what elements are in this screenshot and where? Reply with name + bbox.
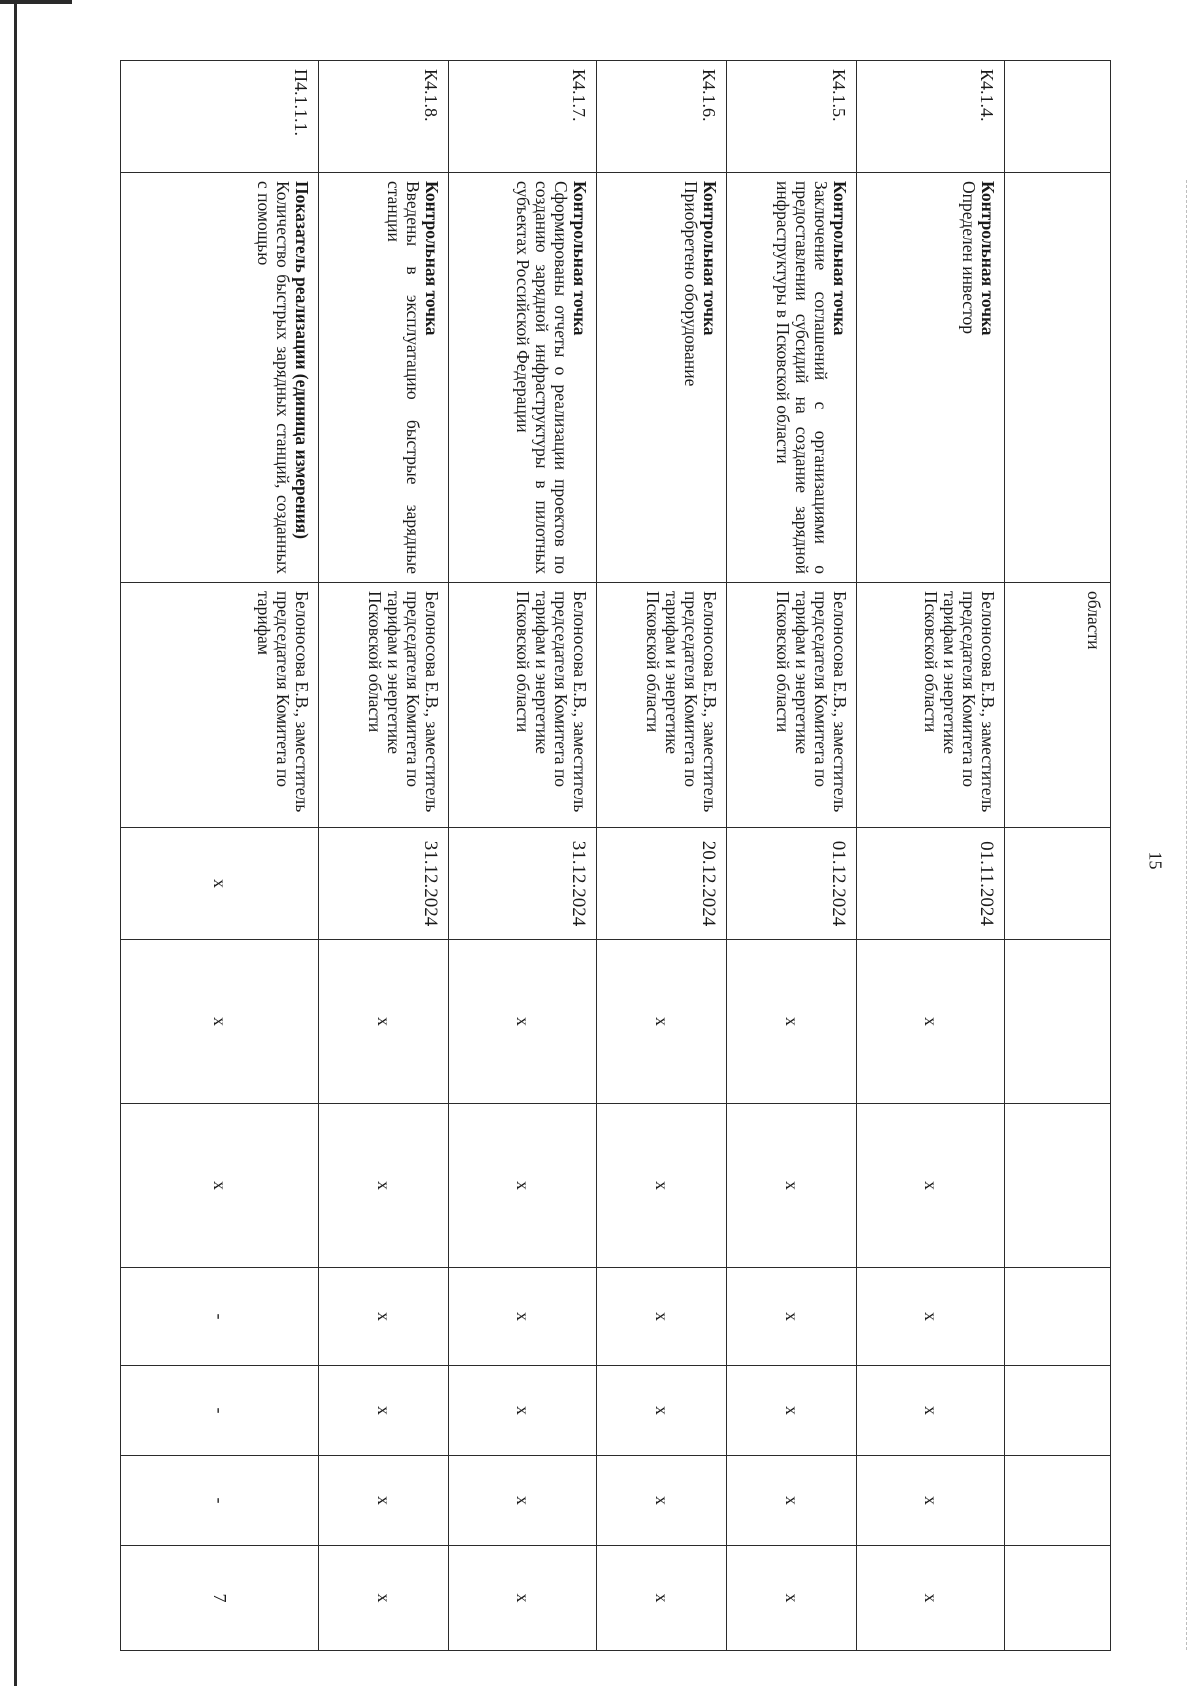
row-value-cell: x	[597, 1366, 727, 1456]
row-value-cell: x	[449, 1366, 597, 1456]
row-value-cell: x	[597, 1546, 727, 1651]
row-value-cell	[1005, 1104, 1111, 1268]
row-desc: Определен инвестор	[959, 181, 979, 334]
row-date: 20.12.2024	[597, 828, 727, 940]
table-row	[1005, 61, 1111, 1651]
row-value-cell: x	[727, 1546, 857, 1651]
row-title: Контрольная точка	[978, 181, 998, 336]
row-description	[857, 173, 1005, 583]
row-value-cell: x	[597, 940, 727, 1104]
rotated-page	[121, 60, 1111, 1650]
row-title: Контрольная точка	[700, 181, 720, 336]
row-title: Показатель реализации (единица измерения)	[292, 181, 312, 539]
row-value-cell: x	[121, 1104, 319, 1268]
row-value-cell	[1005, 1268, 1111, 1366]
row-description	[319, 173, 449, 583]
row-responsible: Белоносова Е.В., заместитель председателя Комитета по тарифам и энергетике Псковской области	[857, 583, 1005, 828]
row-desc: Приобретено оборудование	[681, 181, 701, 387]
row-value-cell: x	[121, 940, 319, 1104]
row-value-cell	[1005, 1456, 1111, 1546]
row-responsible: Белоносова Е.В., заместитель председателя Комитета по тарифам	[121, 583, 319, 828]
row-value-cell: x	[449, 940, 597, 1104]
row-code: К4.1.5.	[727, 61, 857, 173]
row-date: 31.12.2024	[449, 828, 597, 940]
row-value-cell: x	[319, 1546, 449, 1651]
row-code: К4.1.7.	[449, 61, 597, 173]
row-value-cell: x	[727, 1456, 857, 1546]
row-description	[121, 173, 319, 583]
row-value-cell: x	[857, 1546, 1005, 1651]
page-number: 15	[1145, 851, 1166, 870]
row-value-cell: x	[449, 1268, 597, 1366]
row-value-cell: x	[449, 1546, 597, 1651]
row-date: 01.11.2024	[857, 828, 1005, 940]
row-description	[1005, 173, 1111, 583]
row-title: Контрольная точка	[422, 181, 442, 336]
row-code: П4.1.1.1.	[121, 61, 319, 173]
row-responsible: Белоносова Е.В., заместитель председателя Комитета по тарифам и энергетике Псковской области	[727, 583, 857, 828]
scan-edge-top	[0, 0, 72, 4]
row-description	[597, 173, 727, 583]
row-value-cell: x	[727, 940, 857, 1104]
row-value-cell: x	[319, 1456, 449, 1546]
row-value-cell: x	[449, 1456, 597, 1546]
row-value-cell: x	[597, 1104, 727, 1268]
row-date: 01.12.2024	[727, 828, 857, 940]
plan-table	[120, 60, 1111, 1651]
row-value-cell: -	[121, 1366, 319, 1456]
row-value-cell: x	[727, 1104, 857, 1268]
row-value-cell: x	[597, 1268, 727, 1366]
row-code: К4.1.8.	[319, 61, 449, 173]
row-title: Контрольная точка	[830, 181, 850, 336]
scan-edge-left	[14, 0, 17, 1686]
row-desc: Введены в эксплуатацию быстрые зарядные станции	[384, 181, 423, 574]
row-desc: Заключение соглашений с организациями о предоставлении субсидий на создание зарядной инфраструктуры в Псковской области	[773, 181, 831, 574]
row-responsible: Белоносова Е.В., заместитель председателя Комитета по тарифам и энергетике Псковской области	[597, 583, 727, 828]
row-value-cell: x	[319, 1104, 449, 1268]
table-row	[727, 61, 857, 1651]
table-body	[121, 61, 1111, 1651]
row-description	[727, 173, 857, 583]
row-desc: Количество быстрых зарядных станций, созданных с помощью	[254, 181, 293, 574]
row-desc: Сформированы отчеты о реализации проектов по созданию зарядной инфраструктуры в пилотных субъектах Российской Федерации	[513, 181, 571, 574]
row-value-cell: x	[727, 1366, 857, 1456]
scan-edge-right	[1186, 180, 1188, 1650]
row-value-cell: x	[857, 1456, 1005, 1546]
row-value-cell: x	[319, 1366, 449, 1456]
table-row	[857, 61, 1005, 1651]
table-row	[597, 61, 727, 1651]
row-value-cell: x	[857, 1104, 1005, 1268]
row-value-cell: x	[857, 940, 1005, 1104]
row-code: К4.1.6.	[597, 61, 727, 173]
row-value-cell: -	[121, 1268, 319, 1366]
table-row	[449, 61, 597, 1651]
row-code: К4.1.4.	[857, 61, 1005, 173]
row-code	[1005, 61, 1111, 173]
row-value-cell	[1005, 1366, 1111, 1456]
row-value-cell: x	[857, 1366, 1005, 1456]
row-value-cell: x	[727, 1268, 857, 1366]
row-value-cell: x	[319, 1268, 449, 1366]
table-row	[319, 61, 449, 1651]
row-value-cell: x	[857, 1268, 1005, 1366]
row-date	[1005, 828, 1111, 940]
row-value-cell: x	[449, 1104, 597, 1268]
row-value-cell: x	[319, 940, 449, 1104]
row-value-cell: 7	[121, 1546, 319, 1651]
row-responsible: Белоносова Е.В., заместитель председателя Комитета по тарифам и энергетике Псковской области	[449, 583, 597, 828]
row-responsible: Белоносова Е.В., заместитель председателя Комитета по тарифам и энергетике Псковской области	[319, 583, 449, 828]
row-date: 31.12.2024	[319, 828, 449, 940]
row-description	[449, 173, 597, 583]
table-row	[121, 61, 319, 1651]
row-value-cell: x	[597, 1456, 727, 1546]
row-title: Контрольная точка	[570, 181, 590, 336]
row-value-cell: -	[121, 1456, 319, 1546]
row-date: x	[121, 828, 319, 940]
row-value-cell	[1005, 940, 1111, 1104]
row-value-cell	[1005, 1546, 1111, 1651]
row-responsible: области	[1005, 583, 1111, 828]
